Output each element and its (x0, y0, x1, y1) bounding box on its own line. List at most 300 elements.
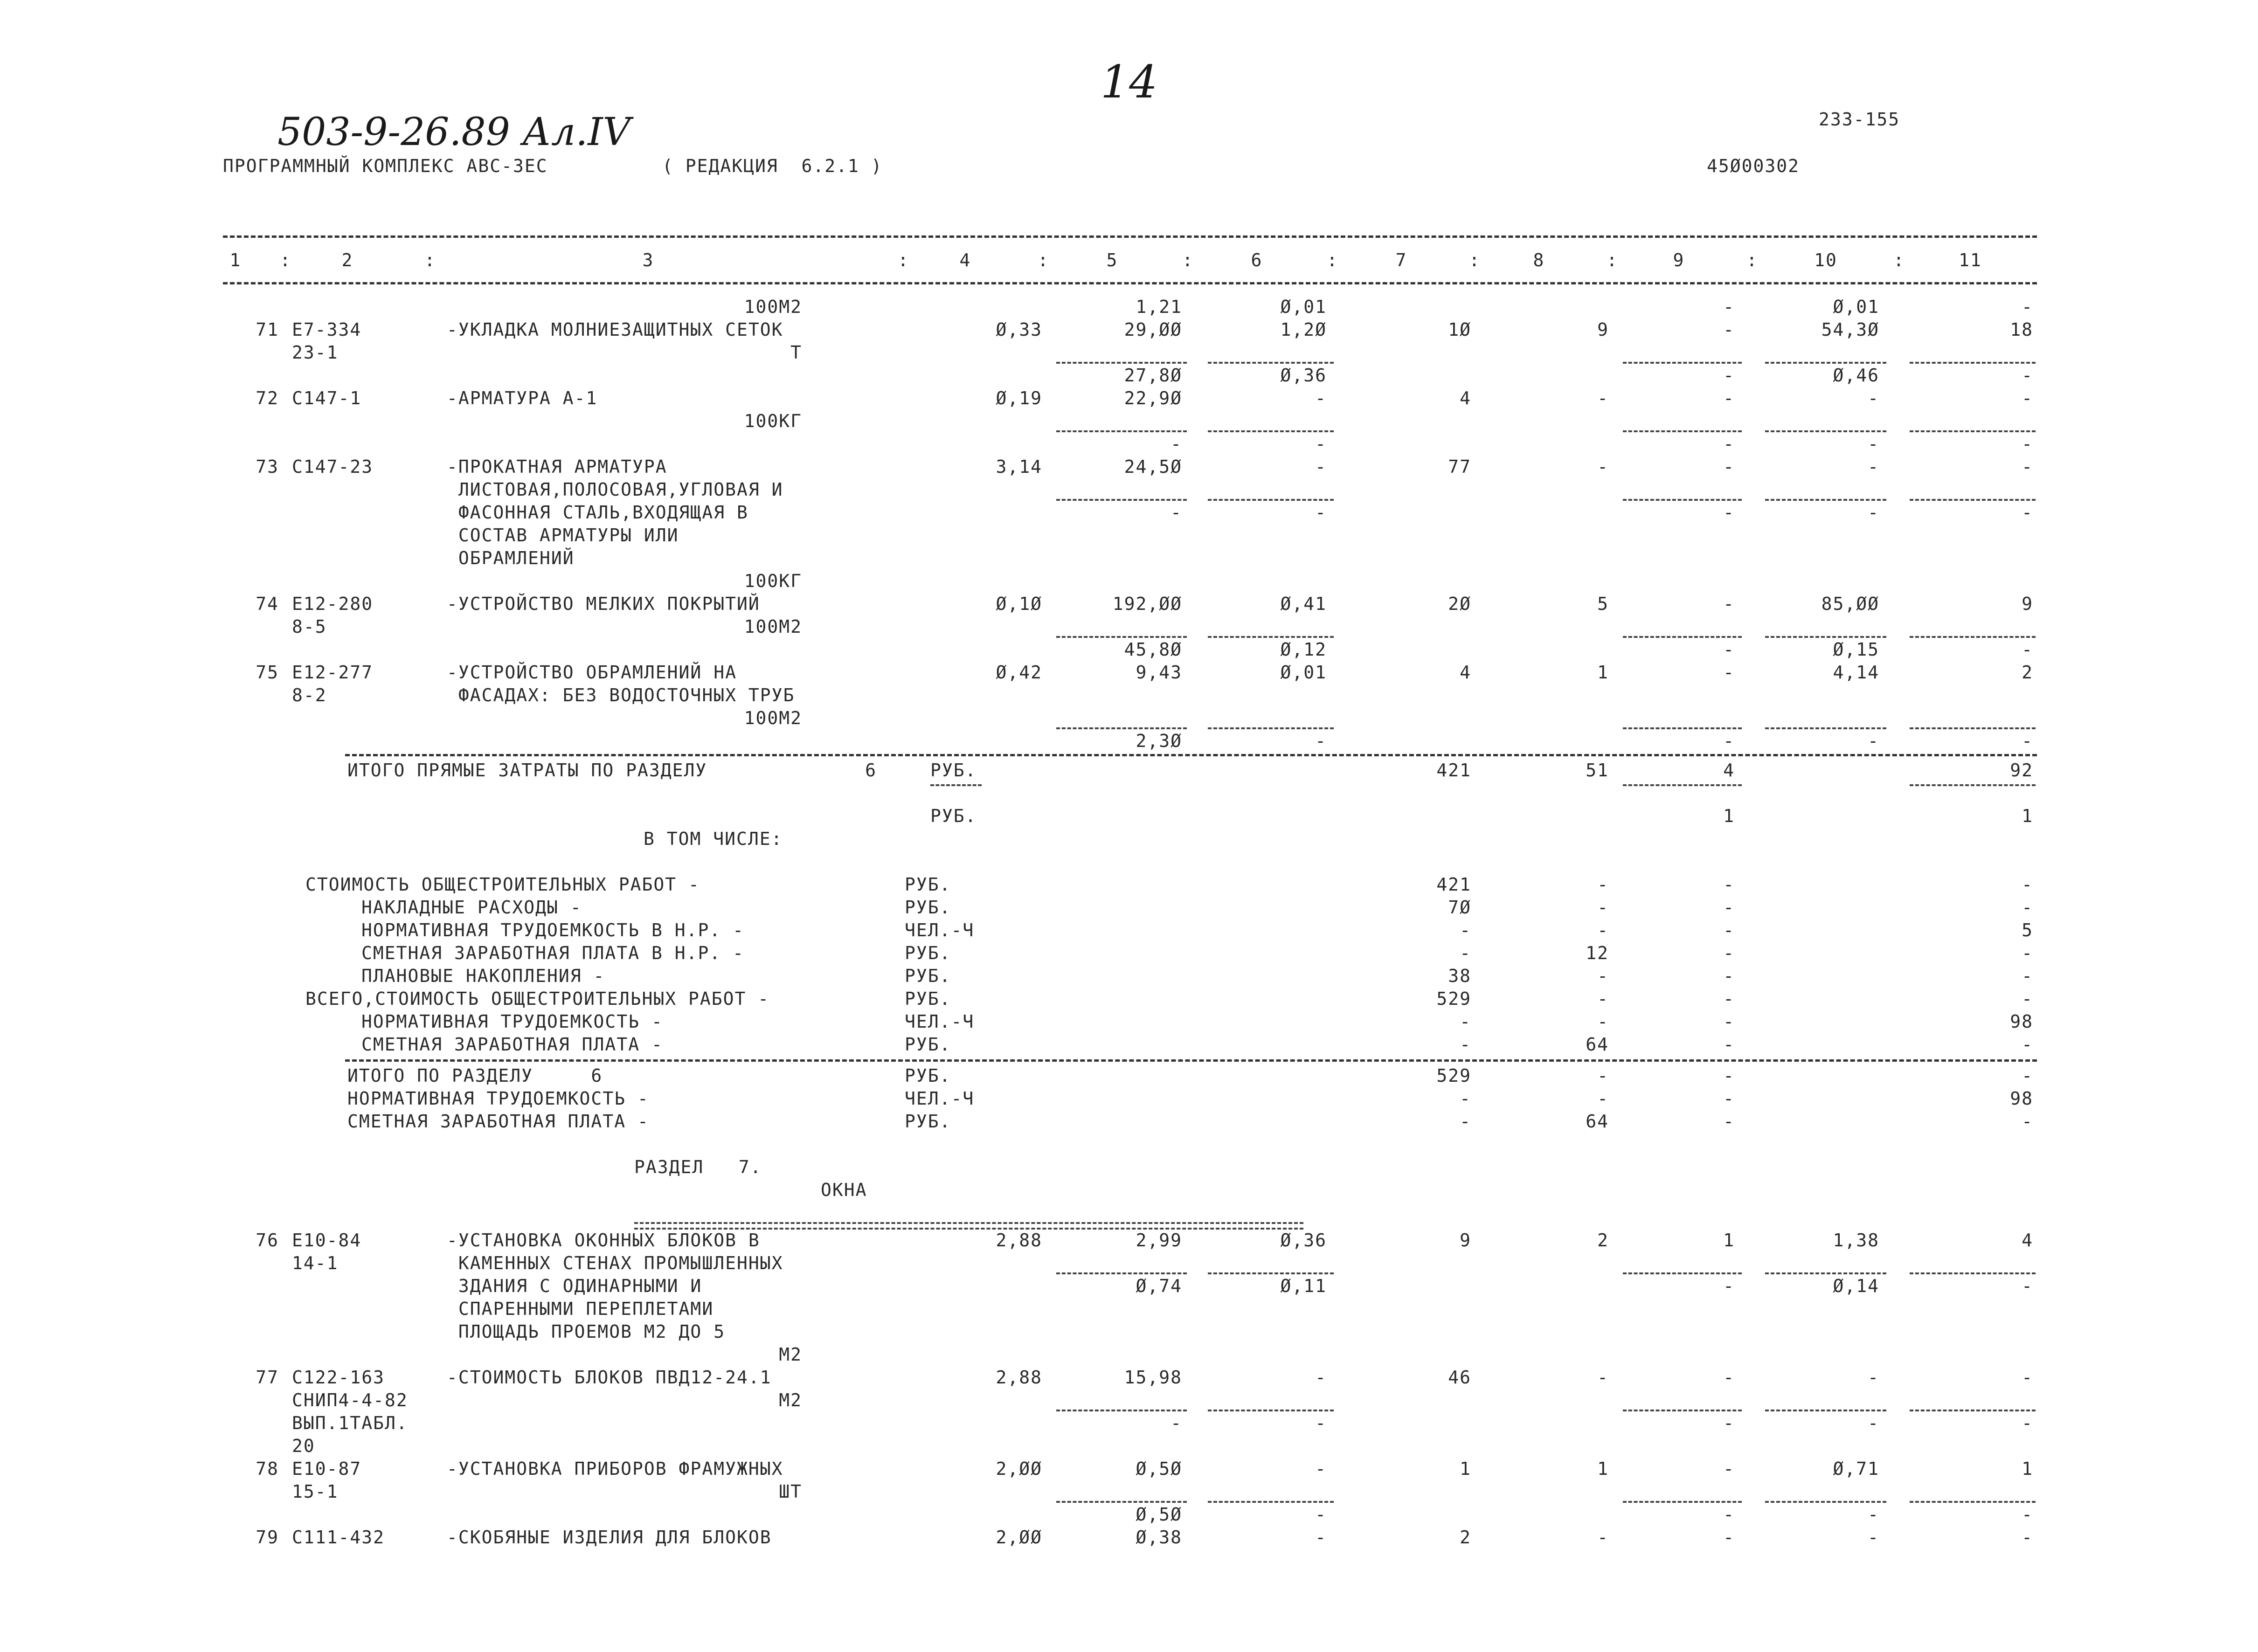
cell-c1: 71 (256, 319, 279, 340)
breakdown-c7: - (1460, 920, 1471, 940)
cell-c4: Ø,33 (996, 319, 1042, 340)
cell-c5: 192,ØØ (1112, 594, 1182, 614)
cell-c1: 72 (256, 388, 279, 408)
cell-c8: - (1597, 1367, 1609, 1388)
cell-c3: -ПРОКАТНАЯ АРМАТУРА (447, 456, 667, 477)
sub-total-rule (1765, 362, 1886, 364)
sub-total-rule (1623, 727, 1742, 729)
cell-c9: - (1723, 639, 1735, 660)
cell-c3: СОСТАВ АРМАТУРЫ ИЛИ (447, 525, 679, 546)
column-header-9: 9 (1673, 250, 1685, 270)
cell-c5: Ø,5Ø (1136, 1504, 1182, 1525)
breakdown-c8: - (1597, 1011, 1609, 1032)
cell-c2: Е7-334 (292, 319, 362, 340)
sub-total-rule (1765, 1410, 1886, 1411)
cell-c3: -УСТРОЙСТВО МЕЛКИХ ПОКРЫТИЙ (447, 594, 760, 614)
cell-c6: - (1315, 1413, 1327, 1433)
cell-c3: КАМЕННЫХ СТЕНАХ ПРОМЫШЛЕННЫХ (447, 1253, 783, 1273)
breakdown-c11: 5 (2022, 920, 2033, 940)
column-header-6: 6 (1251, 250, 1263, 270)
sub-total-rule (1623, 1272, 1742, 1274)
cell-c1: 75 (256, 662, 279, 683)
breakdown-c8: - (1597, 920, 1609, 940)
cell-c5: Ø,38 (1136, 1527, 1182, 1548)
breakdown-c7: 529 (1436, 988, 1471, 1009)
cell-c6: Ø,41 (1280, 594, 1327, 614)
sub-total-rule (1056, 362, 1187, 364)
section-total-c7: - (1460, 1088, 1471, 1109)
breakdown-c8: - (1597, 897, 1609, 918)
section-double-rule (634, 1222, 1303, 1230)
total-c7: 421 (1436, 760, 1471, 781)
breakdown-label: СТОИМОСТЬ ОБЩЕСТРОИТЕЛЬНЫХ РАБОТ - (305, 874, 700, 895)
cell-c7: 9 (1460, 1230, 1471, 1251)
column-separator: : (1038, 250, 1049, 270)
cell-c3b: 100КГ (744, 411, 802, 431)
section-7-name: ОКНА (821, 1180, 867, 1200)
sub-total-rule (1910, 1410, 2036, 1411)
column-header-1: 1 (229, 250, 242, 270)
cell-c6: - (1315, 502, 1327, 523)
unit-rule (930, 784, 982, 786)
sub-total-rule (1765, 636, 1886, 638)
section-total-c11: - (2022, 1065, 2033, 1086)
section-total-c9: - (1723, 1088, 1735, 1109)
cell-c5: 24,5Ø (1124, 456, 1182, 477)
cell-c5: 27,8Ø (1124, 365, 1182, 386)
column-header-7: 7 (1395, 250, 1407, 270)
cell-c11: 9 (2022, 594, 2033, 614)
breakdown-c8: - (1597, 874, 1609, 895)
breakdown-label: ВСЕГО,СТОИМОСТЬ ОБЩЕСТРОИТЕЛЬНЫХ РАБОТ - (305, 988, 770, 1009)
section-total-label: ИТОГО ПО РАЗДЕЛУ 6 (347, 1065, 603, 1086)
cell-c4: 3,14 (996, 456, 1042, 477)
cell-c8: - (1597, 388, 1609, 408)
total-c9-2: 1 (1723, 806, 1735, 826)
column-separator: : (1182, 250, 1194, 270)
breakdown-unit: РУБ. (905, 966, 951, 986)
breakdown-c7: 7Ø (1448, 897, 1471, 918)
sub-total-rule (1623, 362, 1742, 364)
cell-c10: - (1868, 1504, 1879, 1525)
breakdown-c11: - (2022, 874, 2033, 895)
sub-total-rule (1910, 499, 2036, 501)
cell-c5: 1,21 (1136, 297, 1182, 317)
cell-c2: Е12-277 (292, 662, 374, 683)
total-section-number: 6 (865, 760, 877, 781)
cell-c9: - (1723, 731, 1735, 751)
breakdown-label: СМЕТНАЯ ЗАРАБОТНАЯ ПЛАТА В Н.Р. - (361, 943, 744, 963)
cell-c6: 1,2Ø (1280, 319, 1327, 340)
total-c9: 4 (1723, 760, 1735, 781)
sub-total-rule (1623, 1410, 1742, 1411)
sub-total-rule (1056, 1272, 1187, 1274)
cell-c3: ПЛОЩАДЬ ПРОЕМОВ М2 ДО 5 (447, 1321, 726, 1342)
cell-c11: 1 (2022, 1458, 2033, 1479)
section-total-rule (345, 754, 2037, 756)
cell-c8: 5 (1597, 594, 1609, 614)
cell-c9: - (1723, 1527, 1735, 1548)
cell-c3: СПАРЕННЫМИ ПЕРЕПЛЕТАМИ (447, 1299, 714, 1319)
section-total-rule (345, 1059, 2037, 1062)
sub-total-rule (1910, 636, 2036, 638)
cell-c10: Ø,15 (1833, 639, 1879, 660)
cell-c4: 2,ØØ (996, 1527, 1042, 1548)
cell-c11: - (2022, 731, 2033, 751)
sub-total-rule (1765, 1501, 1886, 1503)
cell-c2: ВЫП.1ТАБЛ. (292, 1413, 408, 1433)
section-total-c7: - (1460, 1111, 1471, 1132)
sub-total-rule (1208, 636, 1334, 638)
cell-c7: 4 (1460, 662, 1471, 683)
cell-c3b: 100КГ (744, 571, 802, 591)
cell-c6: - (1315, 434, 1327, 454)
cell-c5: 2,3Ø (1136, 731, 1182, 751)
cell-c5: - (1171, 502, 1182, 523)
cell-c7: 1 (1460, 1458, 1471, 1479)
cell-c10: - (1868, 1527, 1879, 1548)
cell-c5: 15,98 (1124, 1367, 1182, 1388)
cell-c10: 54,3Ø (1821, 319, 1879, 340)
sub-total-rule (1623, 430, 1742, 432)
handwritten-page-number: 14 (1101, 56, 1158, 108)
cell-c6: Ø,01 (1280, 662, 1327, 683)
column-header-2: 2 (341, 250, 353, 270)
total-unit-2: РУБ. (930, 806, 977, 826)
sub-total-rule (1910, 784, 2036, 786)
cell-c8: 1 (1597, 662, 1609, 683)
cell-c10: - (1868, 502, 1879, 523)
section-total-c7: 529 (1436, 1065, 1471, 1086)
section-total-label: СМЕТНАЯ ЗАРАБОТНАЯ ПЛАТА - (347, 1111, 649, 1132)
cell-c10: - (1868, 434, 1879, 454)
total-c11: 92 (2010, 760, 2033, 781)
cell-c6: - (1315, 731, 1327, 751)
cell-c7: 77 (1448, 456, 1471, 477)
breakdown-label: СМЕТНАЯ ЗАРАБОТНАЯ ПЛАТА - (361, 1034, 663, 1055)
cell-c4: Ø,19 (996, 388, 1042, 408)
cell-c6: - (1315, 456, 1327, 477)
breakdown-label: НОРМАТИВНАЯ ТРУДОЕМКОСТЬ В Н.Р. - (361, 920, 744, 940)
cell-c9: - (1723, 662, 1735, 683)
cell-c2: С122-163 (292, 1367, 385, 1388)
breakdown-c7: - (1460, 943, 1471, 963)
column-header-3: 3 (642, 250, 654, 270)
cell-c10: - (1868, 731, 1879, 751)
cell-c9: - (1723, 594, 1735, 614)
cell-c11: - (2022, 365, 2033, 386)
cell-c11: - (2022, 434, 2033, 454)
section-7-title: РАЗДЕЛ 7. (634, 1157, 762, 1177)
total-c8: 51 (1586, 760, 1609, 781)
cell-c2: СНИП4-4-82 (292, 1390, 408, 1410)
sub-total-rule (1056, 1501, 1187, 1503)
cell-c9: - (1723, 297, 1735, 317)
cell-c6: - (1315, 1504, 1327, 1525)
breakdown-c11: - (2022, 988, 2033, 1009)
cell-c10: 1,38 (1833, 1230, 1879, 1251)
cell-c10: - (1868, 388, 1879, 408)
sub-total-rule (1910, 430, 2036, 432)
cell-c6: - (1315, 1458, 1327, 1479)
breakdown-c7: - (1460, 1034, 1471, 1055)
sub-total-rule (1056, 499, 1187, 501)
cell-c8: 1 (1597, 1458, 1609, 1479)
sub-total-rule (1208, 499, 1334, 501)
cell-c6: Ø,36 (1280, 1230, 1327, 1251)
sub-total-rule (1910, 727, 2036, 729)
cell-c10: Ø,71 (1833, 1458, 1879, 1479)
breakdown-c11: - (2022, 897, 2033, 918)
cell-c2: С147-23 (292, 456, 374, 477)
cell-c10: - (1868, 1367, 1879, 1388)
cell-c2: 8-2 (292, 685, 327, 705)
column-separator: : (898, 250, 909, 270)
breakdown-unit: РУБ. (905, 1034, 951, 1055)
reference-code: 45Ø00302 (1707, 156, 1800, 176)
sub-total-rule (1208, 1410, 1334, 1411)
cell-c3: -УСТАНОВКА ОКОННЫХ БЛОКОВ В (447, 1230, 760, 1251)
table-header-bottom-rule (223, 282, 2037, 284)
cell-c10: Ø,46 (1833, 365, 1879, 386)
cell-c9: - (1723, 1504, 1735, 1525)
cell-c9: - (1723, 388, 1735, 408)
cell-c3: ФАСОННАЯ СТАЛЬ,ВХОДЯЩАЯ В (447, 502, 748, 523)
cell-c2: С111-432 (292, 1527, 385, 1548)
cell-c1: 79 (256, 1527, 279, 1548)
cell-c9: 1 (1723, 1230, 1735, 1251)
section-total-c11: 98 (2010, 1088, 2033, 1109)
cell-c10: 85,ØØ (1821, 594, 1879, 614)
breakdown-c9: - (1723, 897, 1735, 918)
cell-c11: 4 (2022, 1230, 2033, 1251)
breakdown-c11: - (2022, 966, 2033, 986)
cell-c9: - (1723, 502, 1735, 523)
cell-c3b: М2 (779, 1344, 802, 1365)
cell-c11: - (2022, 1367, 2033, 1388)
sub-total-rule (1208, 362, 1334, 364)
cell-c1: 74 (256, 594, 279, 614)
cell-c3b: ШТ (779, 1481, 802, 1502)
total-direct-costs-label: ИТОГО ПРЯМЫЕ ЗАТРАТЫ ПО РАЗДЕЛУ (347, 760, 707, 781)
breakdown-c8: 12 (1586, 943, 1609, 963)
cell-c9: - (1723, 319, 1735, 340)
cell-c3: -АРМАТУРА А-1 (447, 388, 598, 408)
cell-c3b: 100М2 (744, 616, 802, 637)
cell-c5: - (1171, 434, 1182, 454)
edition-label: ( РЕДАКЦИЯ 6.2.1 ) (662, 156, 883, 176)
cell-c11: - (2022, 1413, 2033, 1433)
including-label: В ТОМ ЧИСЛЕ: (644, 829, 783, 849)
cell-c4: Ø,1Ø (996, 594, 1042, 614)
breakdown-unit: ЧЕЛ.-Ч (905, 1011, 975, 1032)
breakdown-c9: - (1723, 920, 1735, 940)
sub-total-rule (1623, 499, 1742, 501)
cell-c5: 2,99 (1136, 1230, 1182, 1251)
reference-top: 233-155 (1819, 109, 1900, 130)
cell-c1: 78 (256, 1458, 279, 1479)
cell-c11: - (2022, 388, 2033, 408)
breakdown-c9: - (1723, 966, 1735, 986)
cell-c7: 46 (1448, 1367, 1471, 1388)
cell-c3b: 100М2 (744, 297, 802, 317)
column-separator: : (424, 250, 436, 270)
sub-total-rule (1208, 1272, 1334, 1274)
breakdown-c8: - (1597, 988, 1609, 1009)
handwritten-document-code: 503-9-26.89 Ал.IV (277, 110, 630, 154)
cell-c3: ЛИСТОВАЯ,ПОЛОСОВАЯ,УГЛОВАЯ И (447, 479, 783, 500)
column-header-10: 10 (1814, 250, 1837, 270)
cell-c8: - (1597, 1527, 1609, 1548)
sub-total-rule (1056, 1410, 1187, 1411)
cell-c2: 20 (292, 1436, 315, 1456)
cell-c11: - (2022, 639, 2033, 660)
breakdown-c9: - (1723, 988, 1735, 1009)
cell-c11: - (2022, 1504, 2033, 1525)
column-header-5: 5 (1106, 250, 1118, 270)
cell-c5: - (1171, 1413, 1182, 1433)
breakdown-unit: ЧЕЛ.-Ч (905, 920, 975, 940)
section-total-c9: - (1723, 1065, 1735, 1086)
section-total-c8: - (1597, 1088, 1609, 1109)
cell-c11: 2 (2022, 662, 2033, 683)
cell-c7: 2Ø (1448, 594, 1471, 614)
cell-c9: - (1723, 456, 1735, 477)
cell-c5: 22,9Ø (1124, 388, 1182, 408)
cell-c9: - (1723, 1276, 1735, 1296)
cell-c2: 15-1 (292, 1481, 339, 1502)
cell-c9: - (1723, 434, 1735, 454)
cell-c10: - (1868, 456, 1879, 477)
cell-c2: 23-1 (292, 342, 339, 363)
cell-c9: - (1723, 1413, 1735, 1433)
breakdown-label: НАКЛАДНЫЕ РАСХОДЫ - (361, 897, 582, 918)
cell-c3: -УСТАНОВКА ПРИБОРОВ ФРАМУЖНЫХ (447, 1458, 783, 1479)
sub-total-rule (1765, 727, 1886, 729)
breakdown-c7: 421 (1436, 874, 1471, 895)
cell-c6: Ø,11 (1280, 1276, 1327, 1296)
cell-c2: Е10-84 (292, 1230, 362, 1251)
breakdown-label: ПЛАНОВЫЕ НАКОПЛЕНИЯ - (361, 966, 605, 986)
cell-c11: - (2022, 1276, 2033, 1296)
cell-c11: - (2022, 297, 2033, 317)
breakdown-c7: - (1460, 1011, 1471, 1032)
cell-c1: 73 (256, 456, 279, 477)
cell-c3b: 100М2 (744, 708, 802, 728)
section-total-c8: - (1597, 1065, 1609, 1086)
section-total-unit: РУБ. (905, 1065, 951, 1086)
cell-c3: -УСТРОЙСТВО ОБРАМЛЕНИЙ НА (447, 662, 737, 683)
column-separator: : (1746, 250, 1758, 270)
sub-total-rule (1056, 727, 1187, 729)
cell-c6: - (1315, 388, 1327, 408)
sub-total-rule (1056, 430, 1187, 432)
section-total-label: НОРМАТИВНАЯ ТРУДОЕМКОСТЬ - (347, 1088, 649, 1109)
column-header-11: 11 (1959, 250, 1982, 270)
cell-c11: - (2022, 1527, 2033, 1548)
table-header-top-rule (223, 235, 2037, 238)
cell-c10: - (1868, 1413, 1879, 1433)
sub-total-rule (1765, 430, 1886, 432)
cell-c3: -УКЛАДКА МОЛНИЕЗАЩИТНЫХ СЕТОК (447, 319, 783, 340)
cell-c7: 1Ø (1448, 319, 1471, 340)
cell-c7: 2 (1460, 1527, 1471, 1548)
cell-c5: 45,8Ø (1124, 639, 1182, 660)
cell-c9: - (1723, 1458, 1735, 1479)
cell-c5: 29,ØØ (1124, 319, 1182, 340)
breakdown-unit: РУБ. (905, 874, 951, 895)
cell-c3: -СКОБЯНЫЕ ИЗДЕЛИЯ ДЛЯ БЛОКОВ (447, 1527, 772, 1548)
cell-c2: Е12-280 (292, 594, 374, 614)
cell-c4: 2,88 (996, 1230, 1042, 1251)
breakdown-c11: - (2022, 1034, 2033, 1055)
cell-c5: Ø,74 (1136, 1276, 1182, 1296)
section-total-c9: - (1723, 1111, 1735, 1132)
sub-total-rule (1765, 1272, 1886, 1274)
breakdown-unit: РУБ. (905, 897, 951, 918)
breakdown-c9: - (1723, 943, 1735, 963)
breakdown-c8: - (1597, 966, 1609, 986)
section-total-c11: - (2022, 1111, 2033, 1132)
section-total-c8: 64 (1586, 1111, 1609, 1132)
cell-c2: 8-5 (292, 616, 327, 637)
breakdown-c7: 38 (1448, 966, 1471, 986)
cell-c7: 4 (1460, 388, 1471, 408)
cell-c9: - (1723, 1367, 1735, 1388)
section-total-unit: ЧЕЛ.-Ч (905, 1088, 975, 1109)
sub-total-rule (1623, 1501, 1742, 1503)
sub-total-rule (1623, 636, 1742, 638)
cell-c3: ОБРАМЛЕНИЙ (447, 548, 575, 568)
breakdown-unit: РУБ. (905, 943, 951, 963)
cell-c3b: М2 (779, 1390, 802, 1410)
cell-c3b: Т (790, 342, 802, 363)
sub-total-rule (1623, 784, 1742, 786)
breakdown-c11: - (2022, 943, 2033, 963)
sub-total-rule (1208, 1501, 1334, 1503)
cell-c10: Ø,14 (1833, 1276, 1879, 1296)
cell-c8: - (1597, 456, 1609, 477)
cell-c5: Ø,5Ø (1136, 1458, 1182, 1479)
cell-c1: 77 (256, 1367, 279, 1388)
sub-total-rule (1208, 430, 1334, 432)
sub-total-rule (1910, 362, 2036, 364)
column-separator: : (1607, 250, 1618, 270)
cell-c8: 2 (1597, 1230, 1609, 1251)
breakdown-c8: 64 (1586, 1034, 1609, 1055)
cell-c6: - (1315, 1367, 1327, 1388)
cell-c2: С147-1 (292, 388, 362, 408)
column-separator: : (1893, 250, 1905, 270)
cell-c10: Ø,01 (1833, 297, 1879, 317)
sub-total-rule (1056, 636, 1187, 638)
column-separator: : (1469, 250, 1481, 270)
cell-c11: - (2022, 456, 2033, 477)
cell-c4: Ø,42 (996, 662, 1042, 683)
breakdown-label: НОРМАТИВНАЯ ТРУДОЕМКОСТЬ - (361, 1011, 663, 1032)
total-unit: РУБ. (930, 760, 977, 781)
program-name: ПРОГРАММНЫЙ КОМПЛЕКС АВС-3ЕС (223, 156, 548, 176)
cell-c6: Ø,12 (1280, 639, 1327, 660)
cell-c3: ФАСАДАХ: БЕЗ ВОДОСТОЧНЫХ ТРУБ (447, 685, 795, 705)
cell-c8: 9 (1597, 319, 1609, 340)
column-separator: : (280, 250, 291, 270)
cell-c3: -СТОИМОСТЬ БЛОКОВ ПВД12-24.1 (447, 1367, 772, 1388)
sub-total-rule (1765, 499, 1886, 501)
cell-c6: Ø,36 (1280, 365, 1327, 386)
sub-total-rule (1910, 1501, 2036, 1503)
column-separator: : (1327, 250, 1338, 270)
